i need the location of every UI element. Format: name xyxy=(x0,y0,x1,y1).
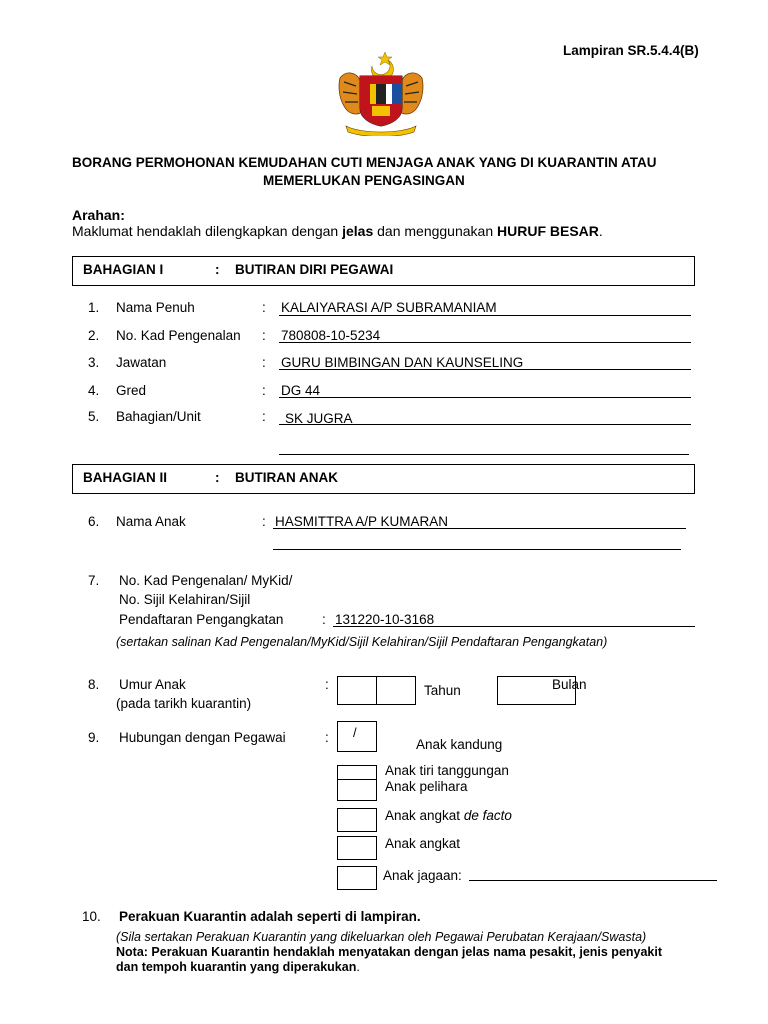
form-reference: Lampiran SR.5.4.4(B) xyxy=(563,43,699,58)
field2-colon: : xyxy=(262,328,266,343)
age-years-box-1[interactable] xyxy=(337,676,377,705)
instructions-text-part2: dan menggunakan xyxy=(373,223,497,239)
field5-number: 5. xyxy=(88,409,100,424)
field10-note: (Sila sertakan Perakuan Kuarantin yang dikeluarkan oleh Pegawai Perubatan Kerajaan/Swasta) xyxy=(116,930,647,944)
field10-nota-line2-text: dan tempoh kuarantin yang diperakukan xyxy=(116,960,357,974)
section1-title: BUTIRAN DIRI PEGAWAI xyxy=(235,262,394,277)
field7-colon: : xyxy=(322,612,326,627)
instructions-heading: Arahan: xyxy=(72,207,125,223)
field9-number: 9. xyxy=(88,730,100,745)
age-years-box-2[interactable] xyxy=(376,676,416,705)
instructions-text-end: . xyxy=(598,223,603,239)
child-ic-value[interactable]: 131220-10-3168 xyxy=(335,612,435,627)
field5-colon: : xyxy=(262,409,266,424)
ic-number-value[interactable]: 780808-10-5234 xyxy=(281,328,381,343)
field7-label-line3: Pendaftaran Pengangkatan xyxy=(119,612,284,627)
section1-header-box xyxy=(72,256,695,286)
field6-number: 6. xyxy=(88,514,100,529)
relationship-checkbox-guardianship[interactable] xyxy=(337,866,377,890)
age-months-unit: Bulan xyxy=(552,677,587,692)
relationship-checkbox-adopted[interactable] xyxy=(337,836,377,860)
child-name-value[interactable]: HASMITTRA A/P KUMARAN xyxy=(275,514,449,529)
field8-colon: : xyxy=(325,677,329,692)
relationship-option-guardianship: Anak jagaan: xyxy=(383,868,462,883)
field5-label: Bahagian/Unit xyxy=(116,409,201,424)
field8-label-line1: Umur Anak xyxy=(119,677,186,692)
section2-colon: : xyxy=(215,470,220,485)
instructions-text-jelas: jelas xyxy=(342,223,374,239)
section2-title: BUTIRAN ANAK xyxy=(235,470,338,485)
field10-nota-line1: Nota: Perakuan Kuarantin hendaklah menyatakan dengan jelas nama pesakit, jenis penyakit xyxy=(116,945,663,959)
field3-colon: : xyxy=(262,355,266,370)
section1-label: BAHAGIAN I xyxy=(83,262,164,277)
field10-nota-line2-end: . xyxy=(356,960,360,974)
field1-label: Nama Penuh xyxy=(116,300,195,315)
field7-note: (sertakan salinan Kad Pengenalan/MyKid/Sijil Kelahiran/Sijil Pendaftaran Pengangkatan) xyxy=(116,635,608,649)
instructions-text xyxy=(72,223,603,239)
relationship-option-adopted: Anak angkat xyxy=(385,836,461,851)
ic-number-underline xyxy=(279,342,691,343)
field3-number: 3. xyxy=(88,355,100,370)
relationship-option-step: Anak tiri tanggungan xyxy=(385,763,509,778)
field9-label: Hubungan dengan Pegawai xyxy=(119,730,286,745)
child-ic-underline xyxy=(333,626,695,627)
field4-number: 4. xyxy=(88,383,100,398)
position-underline xyxy=(279,369,691,370)
relationship-checkbox-biological[interactable] xyxy=(337,721,377,752)
field7-label-line1: No. Kad Pengenalan/ MyKid/ xyxy=(119,573,293,588)
section2-header-box xyxy=(72,464,695,494)
field2-number: 2. xyxy=(88,328,100,343)
field3-label: Jawatan xyxy=(116,355,167,370)
relationship-option-foster: Anak pelihara xyxy=(385,779,468,794)
child-name-underline-second xyxy=(273,549,681,550)
full-name-value[interactable]: KALAIYARASI A/P SUBRAMANIAM xyxy=(281,300,497,315)
unit-underline xyxy=(279,424,691,425)
grade-underline xyxy=(279,397,691,398)
field2-label: No. Kad Pengenalan xyxy=(116,328,241,343)
field9-colon: : xyxy=(325,730,329,745)
relationship-option-defacto-label: Anak angkat xyxy=(385,808,461,823)
relationship-option-defacto xyxy=(385,808,512,823)
relationship-option-defacto-suffix: de facto xyxy=(463,808,512,823)
field4-colon: : xyxy=(262,383,266,398)
field10-number: 10. xyxy=(82,909,101,924)
unit-value[interactable]: SK JUGRA xyxy=(285,411,353,426)
relationship-option-biological: Anak kandung xyxy=(416,737,503,752)
full-name-underline xyxy=(279,315,691,316)
section1-colon: : xyxy=(215,262,220,277)
grade-value[interactable]: DG 44 xyxy=(281,383,321,398)
field10-title: Perakuan Kuarantin adalah seperti di lampiran. xyxy=(119,909,421,924)
relationship-checkbox-defacto[interactable] xyxy=(337,808,377,832)
field4-label: Gred xyxy=(116,383,147,398)
instructions-text-part1: Maklumat hendaklah dilengkapkan dengan xyxy=(72,223,343,239)
form-title-line1: BORANG PERMOHONAN KEMUDAHAN CUTI MENJAGA ANAK YANG DI KUARANTIN ATAU xyxy=(72,155,657,170)
relationship-checkbox-foster[interactable] xyxy=(337,779,377,801)
age-months-box-1[interactable] xyxy=(497,676,537,705)
form-title-line2: MEMERLUKAN PENGASINGAN xyxy=(263,173,465,188)
section2-label: BAHAGIAN II xyxy=(83,470,167,485)
field8-label-line2: (pada tarikh kuarantin) xyxy=(116,696,252,711)
child-name-underline xyxy=(273,528,686,529)
field7-label-line2: No. Sijil Kelahiran/Sijil xyxy=(119,592,251,607)
instructions-text-huruf-besar: HURUF BESAR xyxy=(497,223,599,239)
checkbox-checked-mark: / xyxy=(353,725,357,740)
unit-underline-second xyxy=(279,454,689,455)
field6-label: Nama Anak xyxy=(116,514,186,529)
field6-colon: : xyxy=(262,514,266,529)
malaysia-coat-of-arms-logo xyxy=(336,50,426,136)
age-years-unit: Tahun xyxy=(424,683,461,698)
field10-nota-line2 xyxy=(116,960,360,974)
guardianship-underline[interactable] xyxy=(469,880,717,881)
field1-colon: : xyxy=(262,300,266,315)
field1-number: 1. xyxy=(88,300,100,315)
field7-number: 7. xyxy=(88,573,100,588)
field8-number: 8. xyxy=(88,677,100,692)
position-value[interactable]: GURU BIMBINGAN DAN KAUNSELING xyxy=(281,355,524,370)
